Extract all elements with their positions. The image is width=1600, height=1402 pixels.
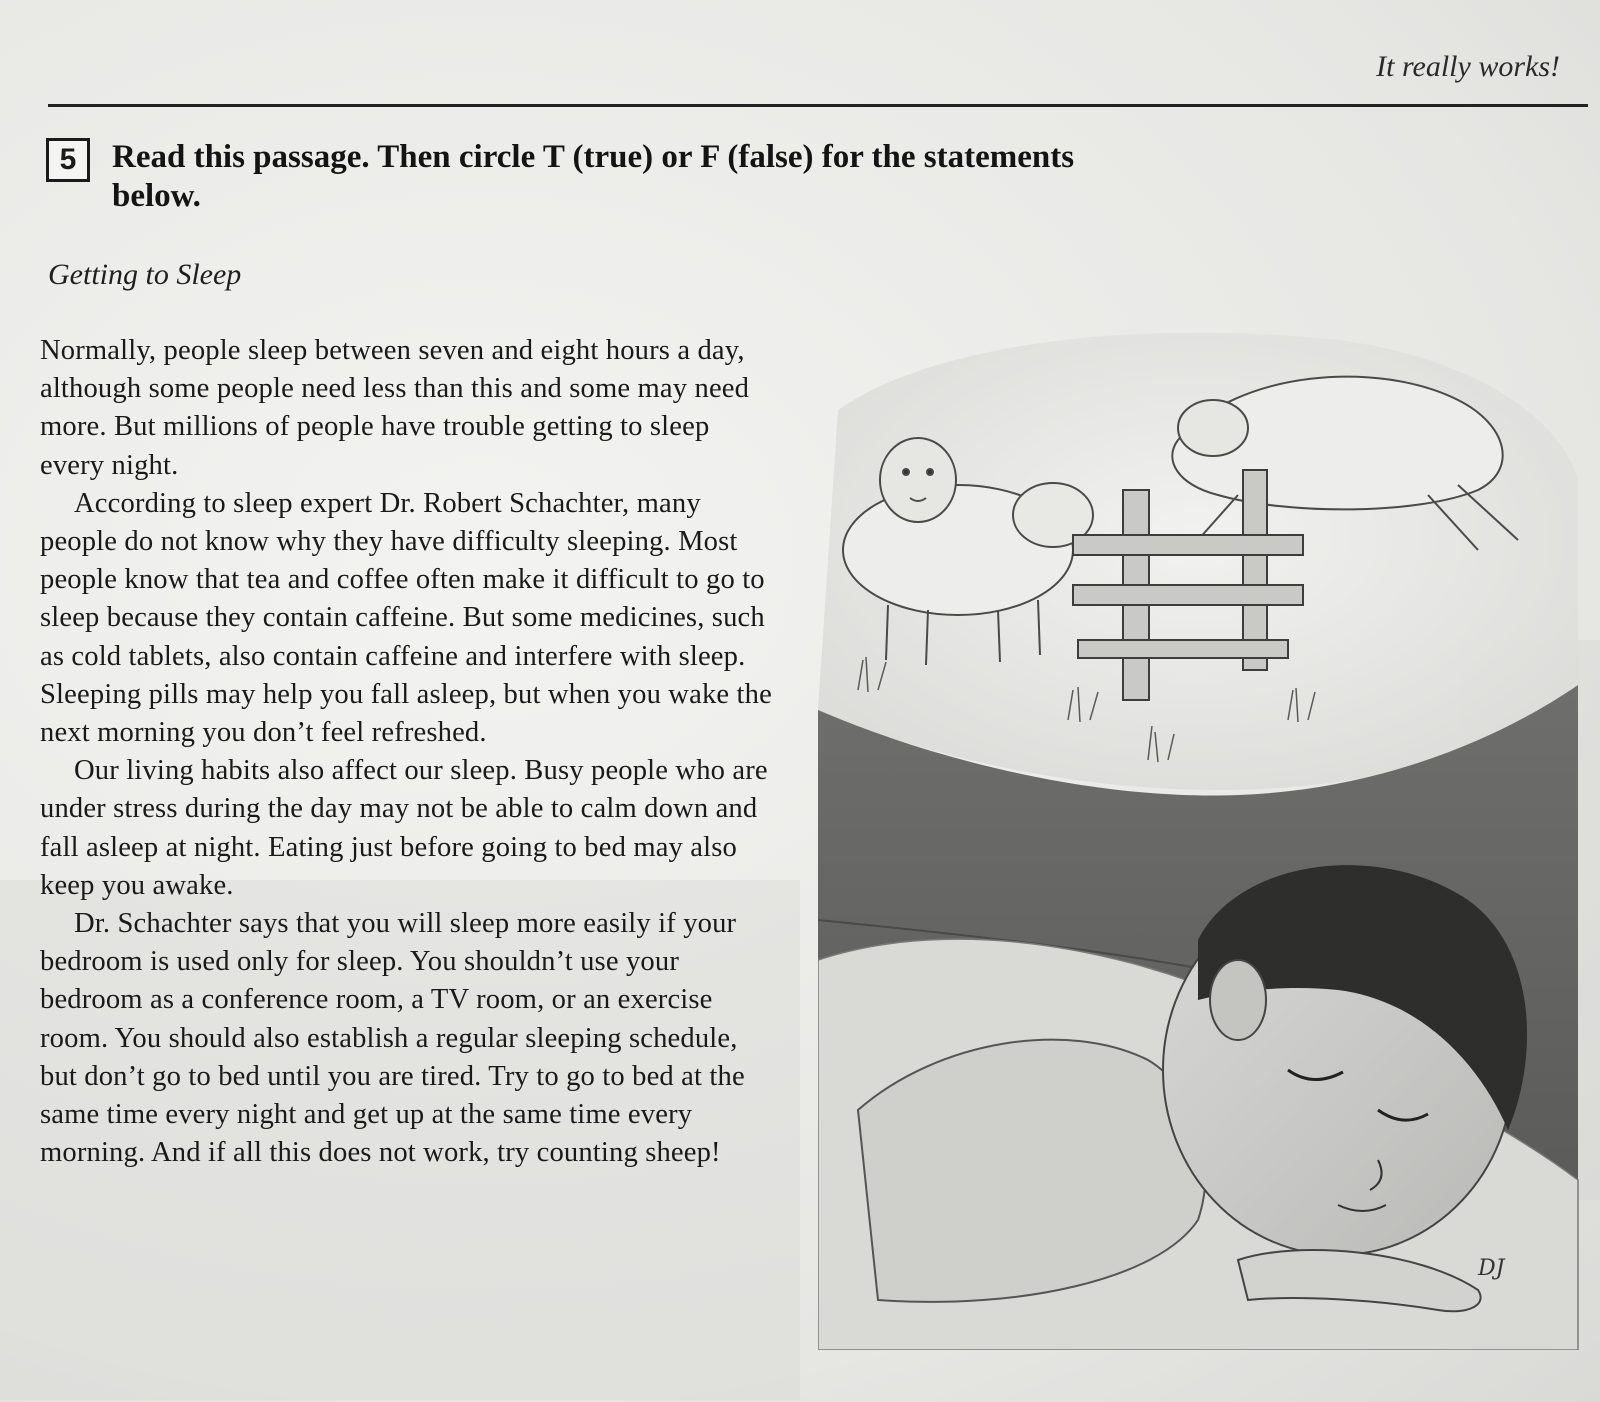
passage-paragraph: Normally, people sleep between seven and eight hours a day, although some people need less than this and some may need more. But millions of people have trouble getting to sleep every night.: [40, 335, 750, 481]
artist-initials: DJ: [1478, 1256, 1505, 1281]
passage-paragraph: According to sleep expert Dr. Robert Schachter, many people do not know why they have difficulty sleeping. Most people know that tea and coffee often make it difficult to go to sleep because they contain caffeine. But some medicines, such as cold tablets, also contain caffeine and interfere with sleep. Sleeping pills may help you fall asleep, but when you wake the next morning you don’t feel refreshed.: [40, 487, 772, 749]
header-rule: [48, 104, 1588, 107]
passage-body: [40, 332, 780, 1172]
running-head: It really works!: [1376, 50, 1560, 83]
sleeping-person-illustration: [818, 300, 1588, 1350]
passage-paragraph: Dr. Schachter says that you will sleep more easily if your bedroom is used only for sleep. You shouldn’t use your bedroom as a conference room, a TV room, or an exercise room. You should also establish a regular sleeping schedule, but don’t go to bed until you are tired. Try to go to bed at the same time every night and get up at the same time every morning. And if all this does not work, try counting sheep!: [40, 908, 745, 1169]
exercise-number: 5: [46, 138, 90, 182]
passage-paragraph: Our living habits also affect our sleep. Busy people who are under stress during the day may not be able to calm down and fall asleep at night. Eating just before going to bed may also keep you awake.: [40, 755, 768, 901]
passage-title: Getting to Sleep: [48, 258, 242, 291]
exercise-instructions: Read this passage. Then circle T (true) or F (false) for the statements below.: [112, 139, 1075, 214]
